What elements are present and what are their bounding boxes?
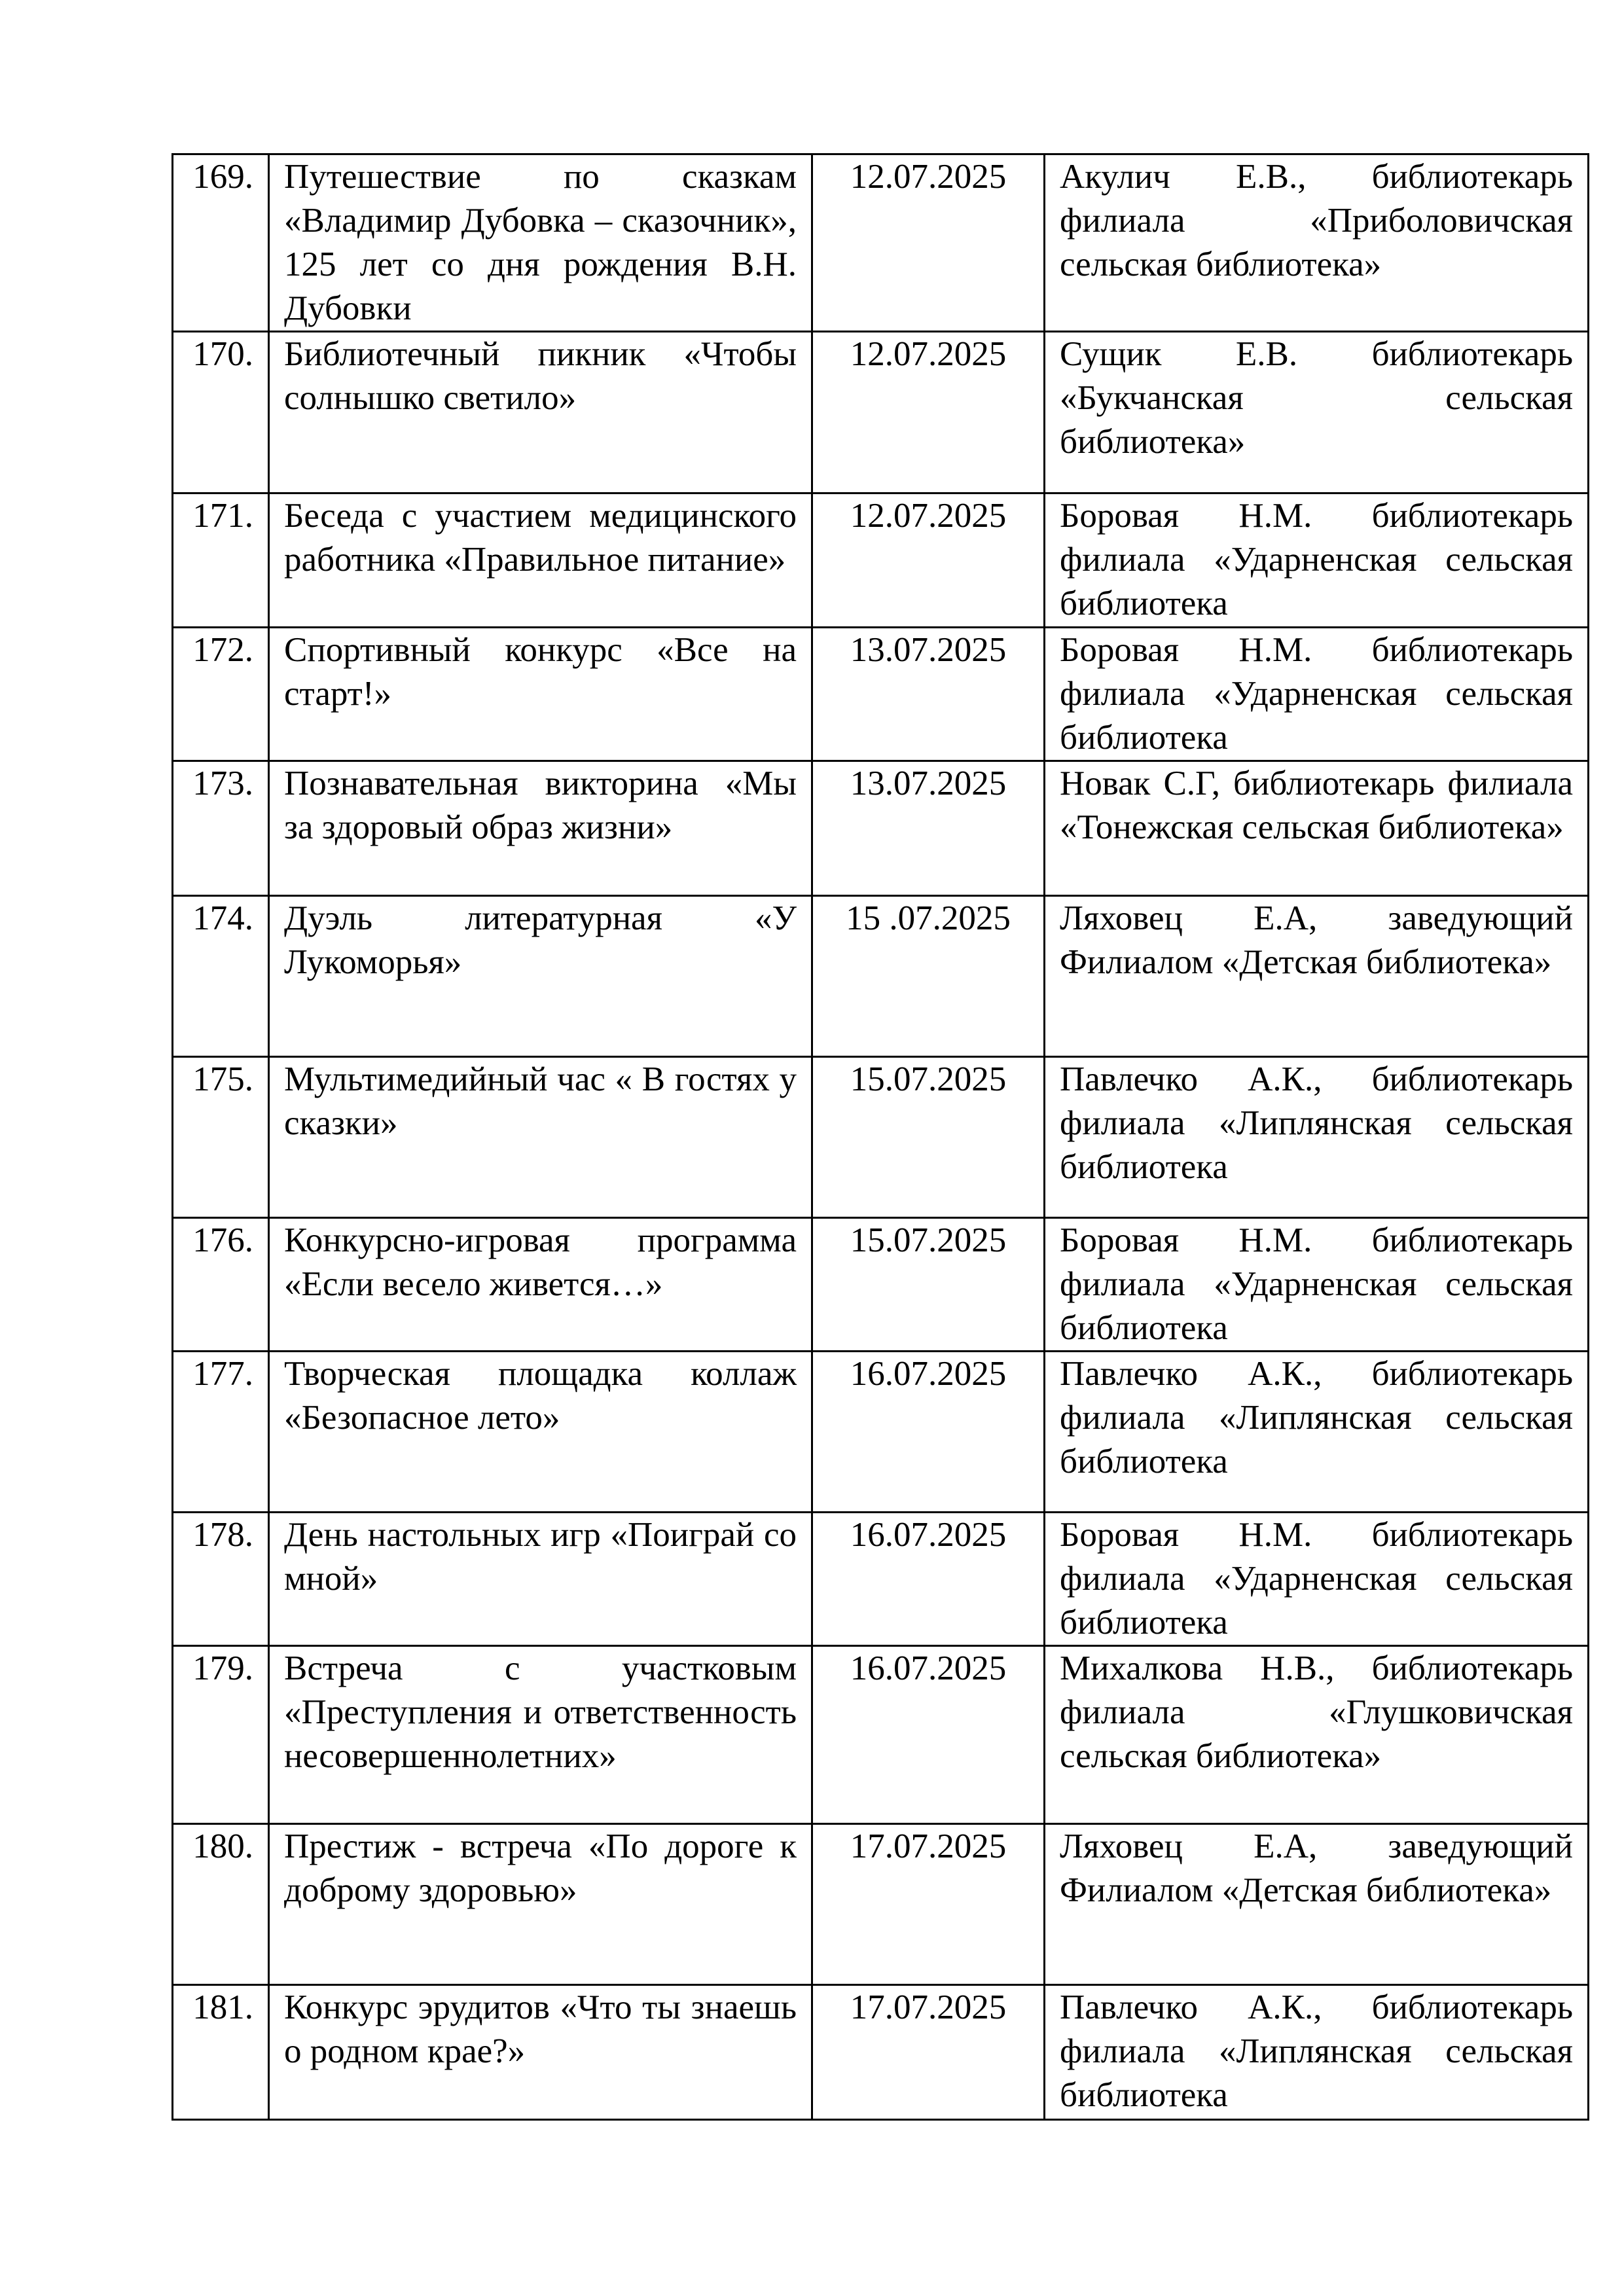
row-number: 181.: [173, 1985, 269, 2120]
event-responsible: Сущик Е.В. библиотекарь «Букчанская сельская библиотека»: [1045, 332, 1589, 493]
event-responsible: Павлечко А.К., библиотекарь филиала «Липлянская сельская библиотека: [1045, 1057, 1589, 1218]
table-row: [173, 1352, 1589, 1513]
event-date: 13.07.2025: [812, 628, 1045, 761]
table-row: [173, 332, 1589, 493]
table-row: [173, 1985, 1589, 2120]
table-row: [173, 761, 1589, 896]
event-title: Конкурсно-игровая программа «Если весело живется…»: [269, 1218, 812, 1352]
table-row: [173, 1646, 1589, 1824]
event-title: Познавательная викторина «Мы за здоровый образ жизни»: [269, 761, 812, 896]
event-responsible: Акулич Е.В., библиотекарь филиала «Приболовичская сельская библиотека»: [1045, 154, 1589, 332]
row-number: 171.: [173, 493, 269, 628]
table-row: [173, 154, 1589, 332]
event-title: Беседа с участием медицинского работника «Правильное питание»: [269, 493, 812, 628]
event-responsible: Боровая Н.М. библиотекарь филиала «Ударненская сельская библиотека: [1045, 1513, 1589, 1646]
event-date: 12.07.2025: [812, 154, 1045, 332]
table-row: [173, 493, 1589, 628]
row-number: 173.: [173, 761, 269, 896]
event-title: Путешествие по сказкам «Владимир Дубовка – сказочник», 125 лет со дня рождения В.Н. Дубовки: [269, 154, 812, 332]
event-responsible: Боровая Н.М. библиотекарь филиала «Ударненская сельская библиотека: [1045, 628, 1589, 761]
row-number: 174.: [173, 896, 269, 1057]
event-responsible: Михалкова Н.В., библиотекарь филиала «Глушковичская сельская библиотека»: [1045, 1646, 1589, 1824]
row-number: 178.: [173, 1513, 269, 1646]
event-responsible: Ляховец Е.А, заведующий Филиалом «Детская библиотека»: [1045, 1824, 1589, 1985]
event-title: Престиж - встреча «По дороге к доброму здоровью»: [269, 1824, 812, 1985]
event-title: Мультимедийный час « В гостях у сказки»: [269, 1057, 812, 1218]
row-number: 177.: [173, 1352, 269, 1513]
event-date: 16.07.2025: [812, 1513, 1045, 1646]
event-responsible: Ляховец Е.А, заведующий Филиалом «Детская библиотека»: [1045, 896, 1589, 1057]
event-date: 16.07.2025: [812, 1646, 1045, 1824]
row-number: 175.: [173, 1057, 269, 1218]
row-number: 170.: [173, 332, 269, 493]
event-date: 12.07.2025: [812, 332, 1045, 493]
event-date: 17.07.2025: [812, 1985, 1045, 2120]
row-number: 176.: [173, 1218, 269, 1352]
event-title: Конкурс эрудитов «Что ты знаешь о родном крае?»: [269, 1985, 812, 2120]
table-row: [173, 1824, 1589, 1985]
event-date: 17.07.2025: [812, 1824, 1045, 1985]
event-title: Библиотечный пикник «Чтобы солнышко светило»: [269, 332, 812, 493]
table-row: [173, 1218, 1589, 1352]
event-responsible: Павлечко А.К., библиотекарь филиала «Липлянская сельская библиотека: [1045, 1352, 1589, 1513]
row-number: 169.: [173, 154, 269, 332]
event-title: День настольных игр «Поиграй со мной»: [269, 1513, 812, 1646]
table-row: [173, 1057, 1589, 1218]
row-number: 172.: [173, 628, 269, 761]
event-date: 13.07.2025: [812, 761, 1045, 896]
event-title: Встреча с участковым «Преступления и ответственность несовершеннолетних»: [269, 1646, 812, 1824]
table-row: [173, 1513, 1589, 1646]
event-responsible: Павлечко А.К., библиотекарь филиала «Липлянская сельская библиотека: [1045, 1985, 1589, 2120]
table-row: [173, 896, 1589, 1057]
row-number: 179.: [173, 1646, 269, 1824]
table-row: [173, 628, 1589, 761]
event-date: 16.07.2025: [812, 1352, 1045, 1513]
row-number: 180.: [173, 1824, 269, 1985]
event-responsible: Новак С.Г, библиотекарь филиала «Тонежская сельская библиотека»: [1045, 761, 1589, 896]
event-title: Дуэль литературная «У Лукоморья»: [269, 896, 812, 1057]
event-date: 15 .07.2025: [812, 896, 1045, 1057]
event-title: Творческая площадка коллаж «Безопасное лето»: [269, 1352, 812, 1513]
event-date: 15.07.2025: [812, 1218, 1045, 1352]
event-title: Спортивный конкурс «Все на старт!»: [269, 628, 812, 761]
event-date: 15.07.2025: [812, 1057, 1045, 1218]
events-table: [171, 153, 1589, 2121]
event-responsible: Боровая Н.М. библиотекарь филиала «Ударненская сельская библиотека: [1045, 493, 1589, 628]
event-responsible: Боровая Н.М. библиотекарь филиала «Ударненская сельская библиотека: [1045, 1218, 1589, 1352]
event-date: 12.07.2025: [812, 493, 1045, 628]
